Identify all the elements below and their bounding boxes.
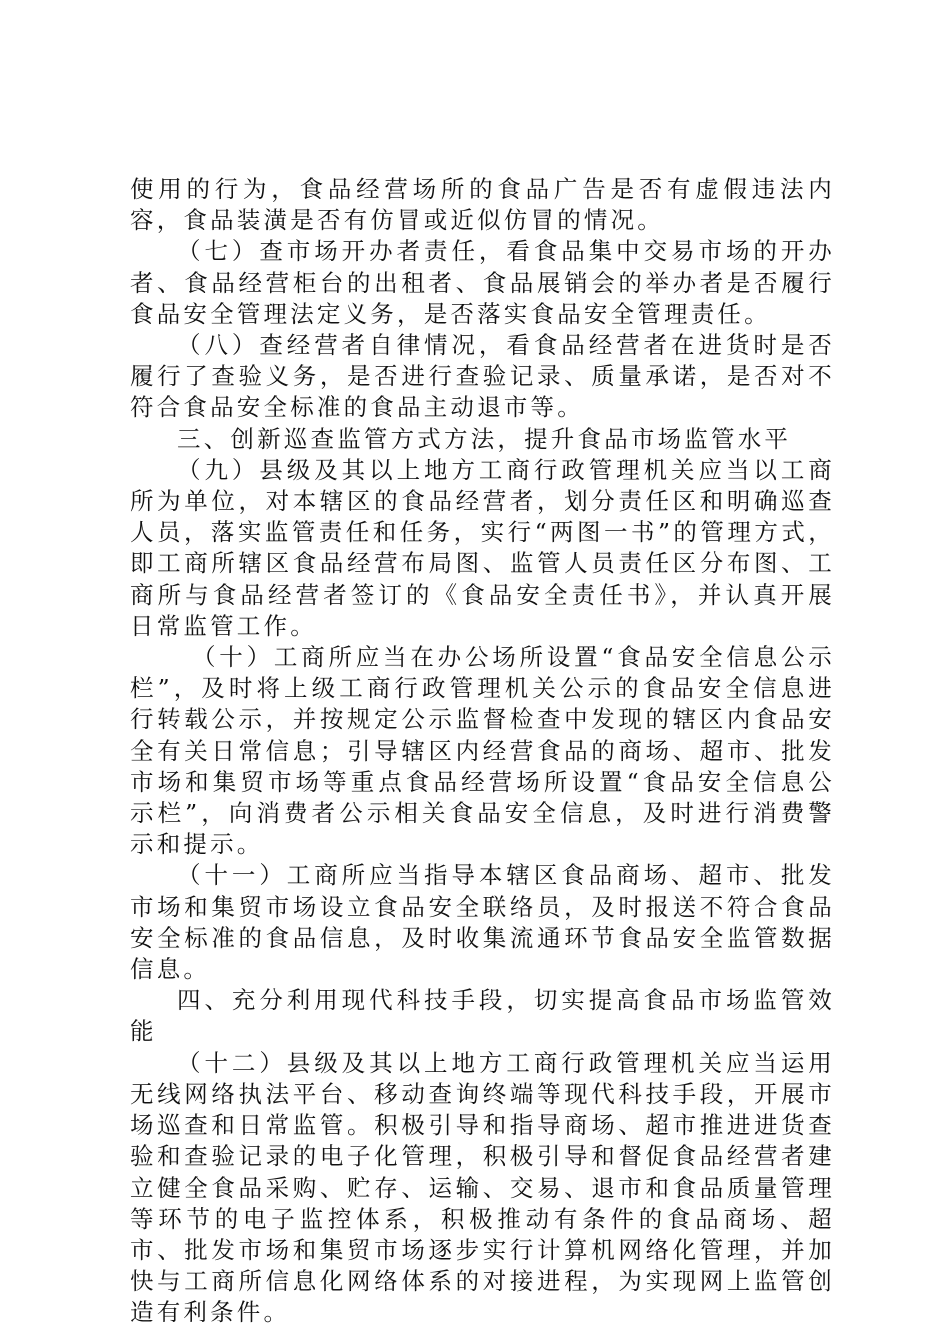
paragraph-item-10: （十）工商所应当在办公场所设置“食品安全信息公示栏”，及时将上级工商行政管理机关公示的食品安全信息进行转载公示，并按规定公示监督检查中发现的辖区内食品安全有关日常信息；引导辖区内经营食品的商场、超市、批发市场和集贸市场等重点食品经营场所设置“食品安全信息公示栏”，向消费者公示相关食品安全信息，及时进行消费警示和提示。: [130, 643, 835, 859]
paragraph-item-7: （七）查市场开办者责任，看食品集中交易市场的开办者、食品经营柜台的出租者、食品展销会的举办者是否履行食品安全管理法定义务，是否落实食品安全管理责任。: [130, 237, 835, 328]
document-body: [130, 174, 835, 1329]
paragraph-item-11: （十一）工商所应当指导本辖区食品商场、超市、批发市场和集贸市场设立食品安全联络员，及时报送不符合食品安全标准的食品信息，及时收集流通环节食品安全监管数据信息。: [130, 861, 835, 984]
paragraph-item-8: （八）查经营者自律情况，看食品经营者在进货时是否履行了查验义务，是否进行查验记录、质量承诺，是否对不符合食品安全标准的食品主动退市等。: [130, 331, 835, 422]
section-heading-3: 三、创新巡查监管方式方法，提升食品市场监管水平: [177, 424, 792, 453]
paragraph-continued: 使用的行为，食品经营场所的食品广告是否有虚假违法内容，食品装潢是否有仿冒或近似仿冒的情况。: [130, 175, 835, 235]
paragraph-item-12: （十二）县级及其以上地方工商行政管理机关应当运用无线网络执法平台、移动查询终端等现代科技手段，开展市场巡查和日常监管。积极引导和指导商场、超市推进进货查验和查验记录的电子化管理，积极引导和督促食品经营者建立健全食品采购、贮存、运输、交易、退市和食品质量管理等环节的电子监控体系，积极推动有条件的食品商场、超市、批发市场和集贸市场逐步实行计算机网络化管理，并加快与工商所信息化网络体系的对接进程，为实现网上监管创造有利条件。: [130, 1048, 835, 1327]
paragraph-item-9: （九）县级及其以上地方工商行政管理机关应当以工商所为单位，对本辖区的食品经营者，划分责任区和明确巡查人员，落实监管责任和任务，实行“两图一书”的管理方式，即工商所辖区食品经营布局图、监管人员责任区分布图、工商所与食品经营者签订的《食品安全责任书》，并认真开展日常监管工作。: [130, 455, 835, 640]
section-heading-4: 四、充分利用现代科技手段，切实提高食品市场监管效能: [130, 986, 835, 1046]
